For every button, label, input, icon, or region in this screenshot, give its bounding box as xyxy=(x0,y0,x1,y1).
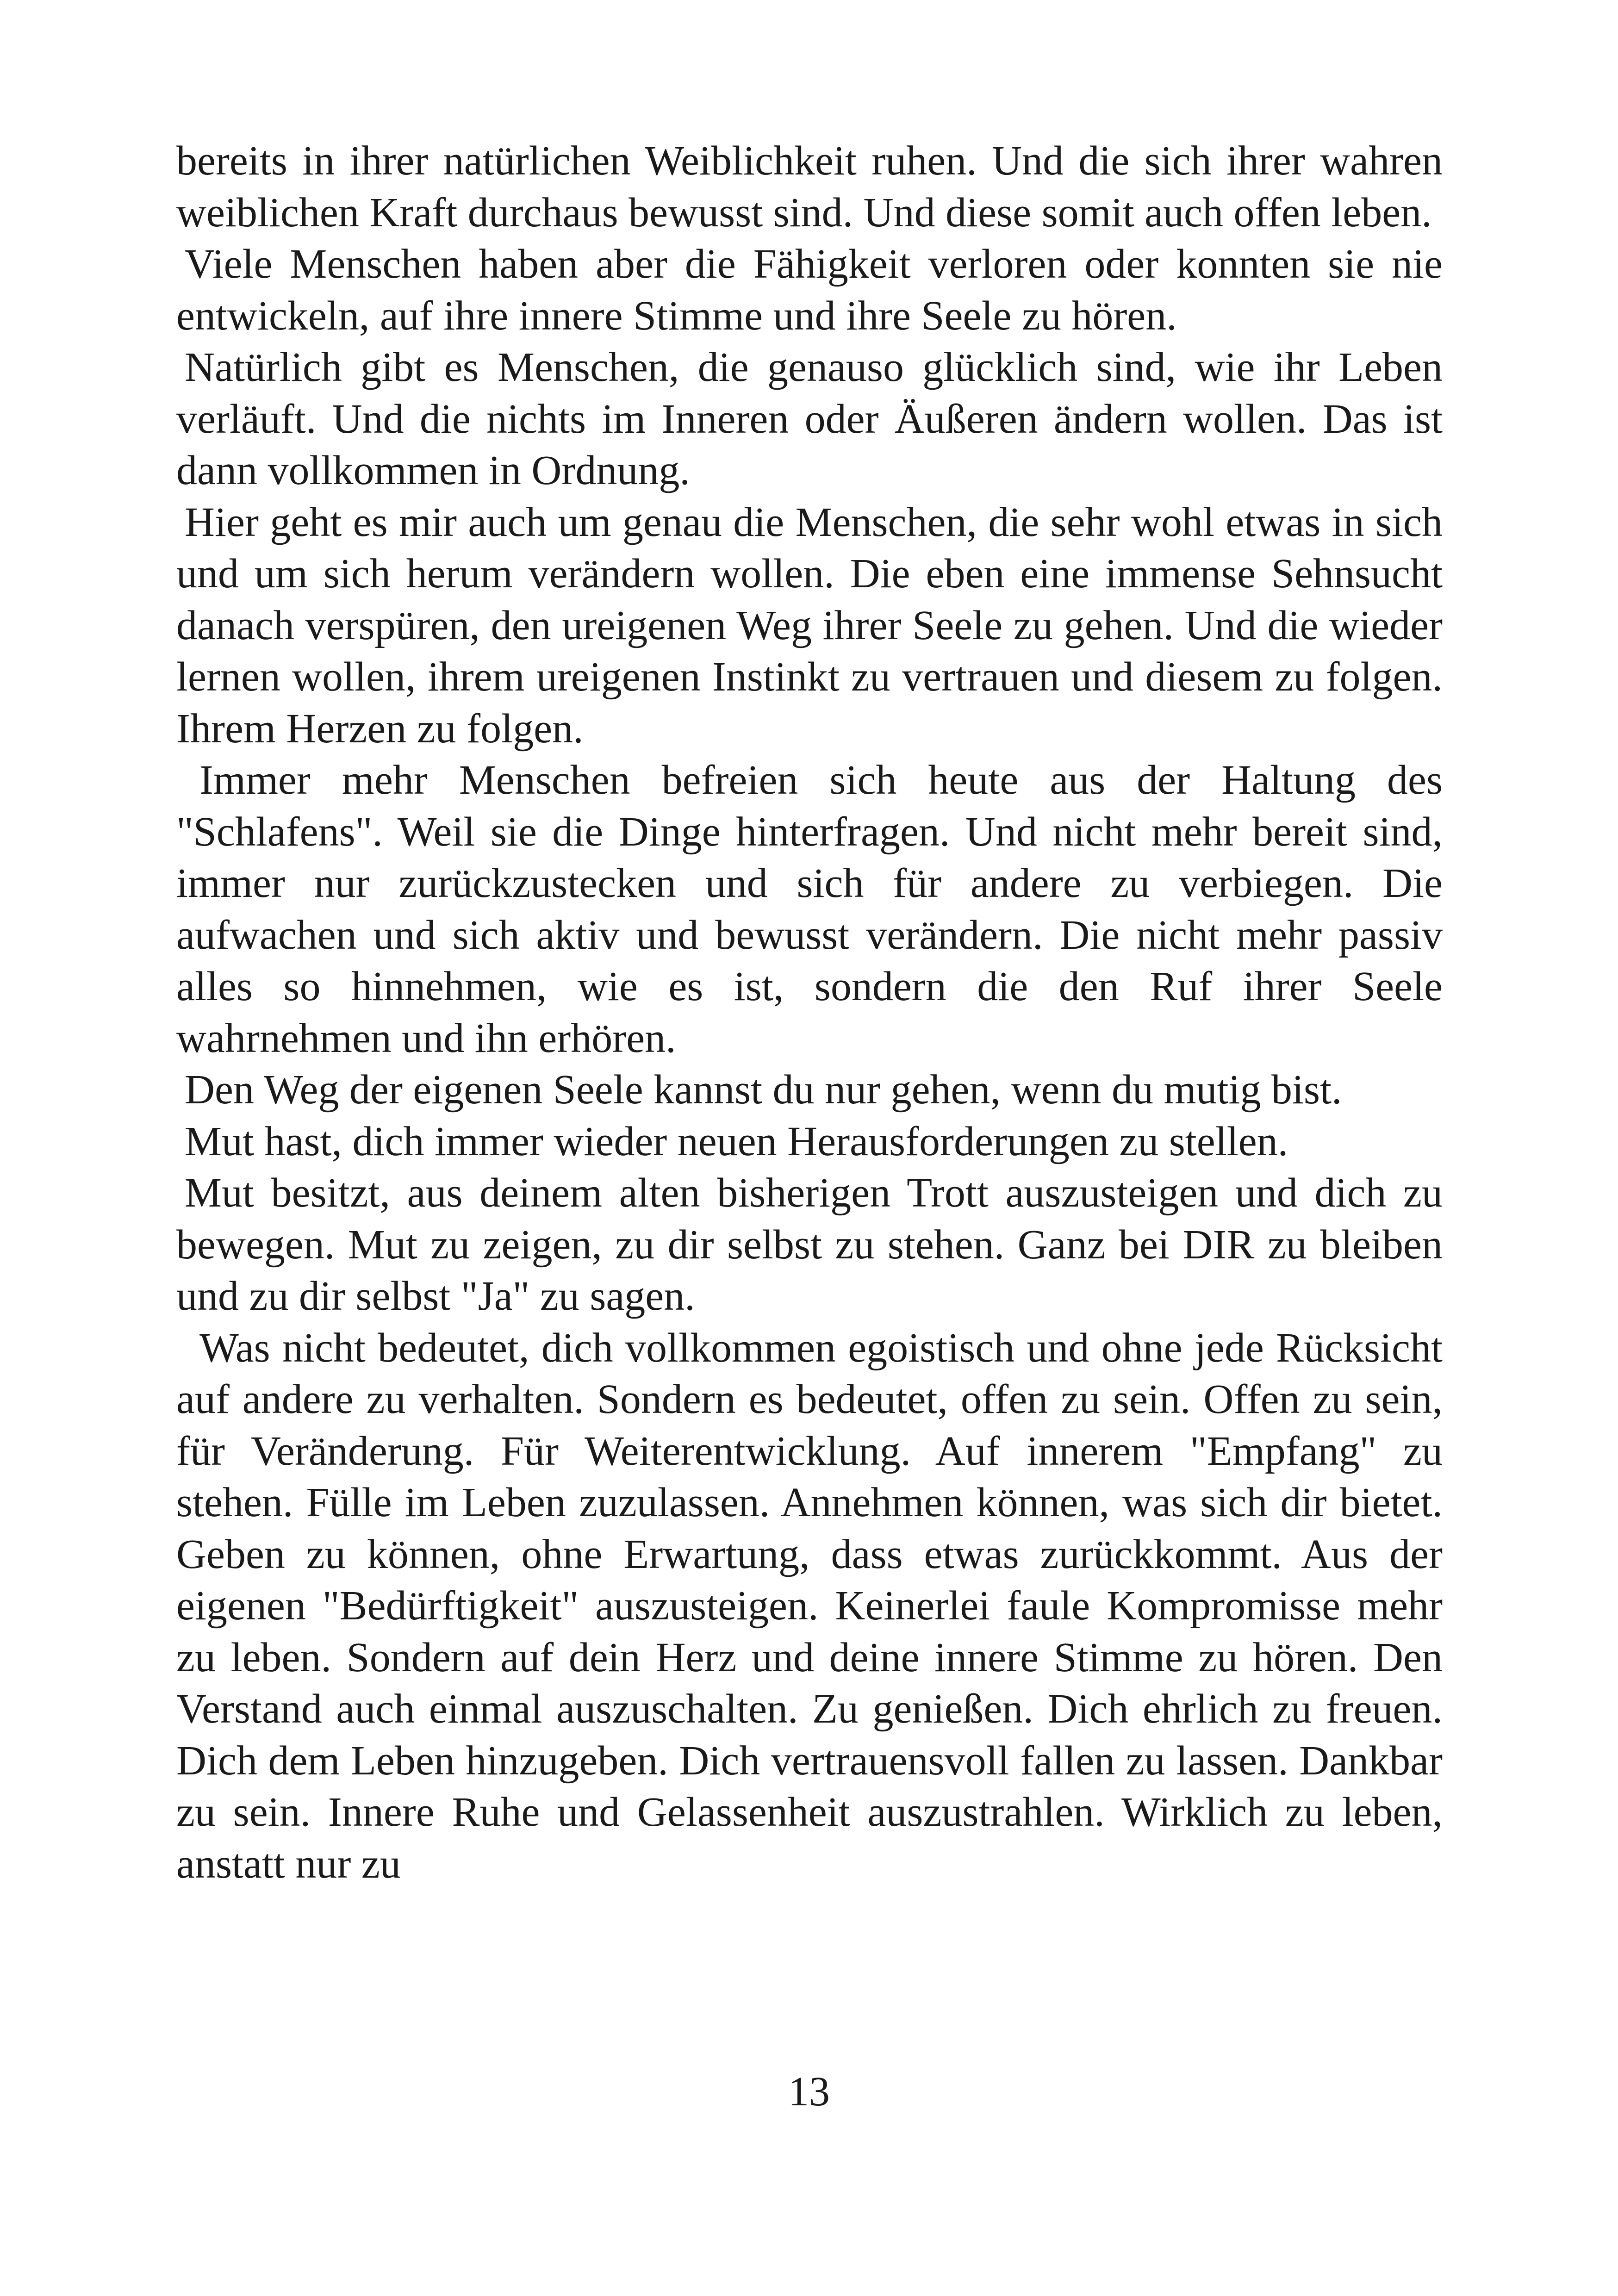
paragraph: Mut besitzt, aus deinem alten bisherigen Trott auszusteigen und dich zu bewegen. Mut zu zeigen, zu dir selbst zu stehen. Ganz bei DIR zu bleiben und zu dir selbst "Ja" zu sagen. xyxy=(176,1170,1443,1319)
body-text xyxy=(176,135,1443,1890)
paragraph: Viele Menschen haben aber die Fähigkeit verloren oder konnten sie nie entwickeln, auf ihre innere Stimme und ihre Seele zu hören. xyxy=(176,241,1443,339)
paragraph: bereits in ihrer natürlichen Weiblichkeit ruhen. Und die sich ihrer wahren weiblichen Kraft durchaus bewusst sind. Und diese somit auch offen leben. xyxy=(176,138,1443,236)
paragraph: Hier geht es mir auch um genau die Menschen, die sehr wohl etwas in sich und um sich herum verändern wollen. Die eben eine immense Sehnsucht danach verspüren, den ureigenen Weg ihrer Seele zu gehen. Und die wieder lernen wollen, ihrem ureigenen Instinkt zu vertrauen und diesem zu folgen. Ihrem Herzen zu folgen. xyxy=(176,499,1443,752)
paragraph: Was nicht bedeutet, dich vollkommen egoistisch und ohne jede Rücksicht auf andere zu verhalten. Sondern es bedeutet, offen zu sein. Offen zu sein, für Veränderung. Für Weiterentwicklung. Auf innerem "Empfang" zu stehen. Fülle im Leben zuzulassen. Annehmen können, was sich dir bietet. Geben zu können, ohne Erwartung, dass etwas zurückkommt. Aus der eigenen "Bedürftigkeit" auszusteigen. Keinerlei faule Kompromisse mehr zu leben. Sondern auf dein Herz und deine innere Stimme zu hören. Den Verstand auch einmal auszuschalten. Zu genießen. Dich ehrlich zu freuen. Dich dem Leben hinzugeben. Dich vertrauensvoll fallen zu lassen. Dankbar zu sein. Innere Ruhe und Gelassenheit auszustrahlen. Wirklich zu leben, anstatt nur zu xyxy=(176,1325,1443,1887)
paragraph: Natürlich gibt es Menschen, die genauso glücklich sind, wie ihr Leben verläuft. Und die nichts im Inneren oder Äußeren ändern wollen. Das ist dann vollkommen in Ordnung. xyxy=(176,344,1443,493)
paragraph: Mut hast, dich immer wieder neuen Herausforderungen zu stellen. xyxy=(185,1118,1288,1164)
page-number: 13 xyxy=(788,2069,830,2115)
paragraph: Den Weg der eigenen Seele kannst du nur gehen, wenn du mutig bist. xyxy=(185,1067,1342,1113)
paragraph: Immer mehr Menschen befreien sich heute aus der Haltung des "Schlafens". Weil sie die Dinge hinterfragen. Und nicht mehr bereit sind, immer nur zurückzustecken und sich für andere zu verbiegen. Die aufwachen und sich aktiv und bewusst verändern. Die nicht mehr passiv alles so hinnehmen, wie es ist, sondern die den Ruf ihrer Seele wahrnehmen und ihn erhören. xyxy=(176,757,1443,1061)
